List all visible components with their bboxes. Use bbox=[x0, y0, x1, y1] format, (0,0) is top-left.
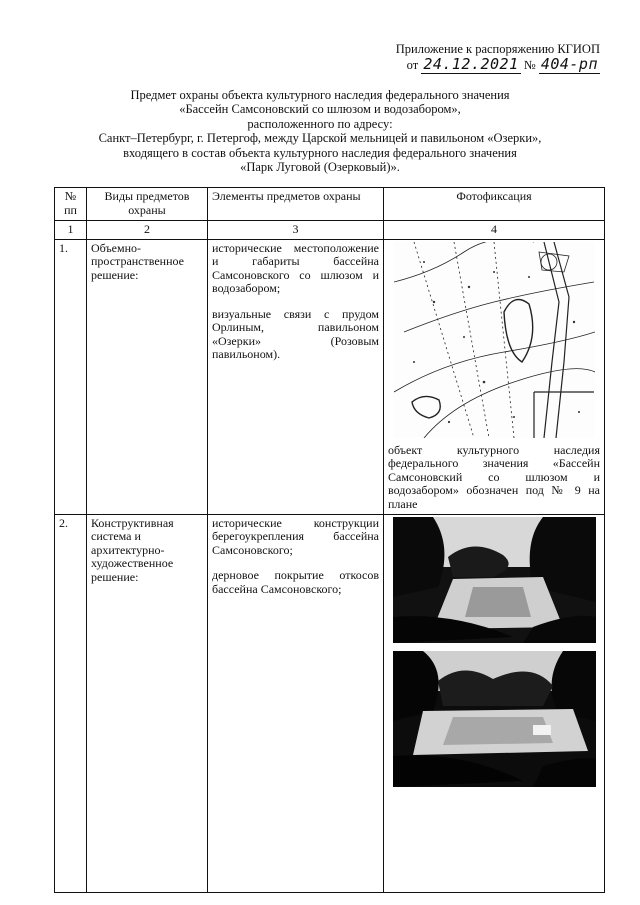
pond-photo-1 bbox=[393, 517, 596, 643]
element-text: визуальные связи с прудом Орлиным, павильоном «Озерки» (Розовым павильоном). bbox=[212, 306, 379, 361]
order-number: 404-рп bbox=[540, 55, 598, 73]
title-line: «Парк Луговой (Озерковый)». bbox=[240, 160, 400, 175]
number-label: № bbox=[523, 58, 536, 72]
row-photo-cell bbox=[384, 514, 605, 892]
row-number: 2. bbox=[55, 514, 87, 892]
row-elements bbox=[208, 239, 384, 514]
order-date: 24.12.2021 bbox=[423, 55, 519, 73]
col-num-4: 4 bbox=[384, 221, 605, 240]
pond-photo-2 bbox=[393, 651, 596, 787]
header-type: Виды предметов охраны bbox=[87, 188, 208, 221]
from-label: от bbox=[406, 58, 419, 72]
col-num-2: 2 bbox=[87, 221, 208, 240]
site-plan-image bbox=[394, 242, 595, 438]
row-type: Конструктивная система и архитектурно-художественное решение: bbox=[87, 514, 208, 892]
table-row bbox=[55, 239, 605, 514]
appendix-note bbox=[396, 42, 600, 73]
col-num-1: 1 bbox=[55, 221, 87, 240]
row-elements bbox=[208, 514, 384, 892]
column-number-row bbox=[55, 221, 605, 240]
title-line: входящего в состав объекта культурного наследия федерального значения bbox=[123, 145, 517, 160]
element-text: исторические местоположение и габариты бассейна Самсоновского со шлюзом и водозабором; bbox=[212, 240, 379, 295]
table-header-row bbox=[55, 188, 605, 221]
appendix-date-line bbox=[396, 57, 600, 73]
title-line: Предмет охраны объекта культурного наследия федерального значения bbox=[130, 88, 510, 102]
title-line: Санкт–Петербург, г. Петергоф, между Царской мельницей и павильоном «Озерки», bbox=[98, 131, 542, 146]
header-num: № пп bbox=[55, 188, 87, 221]
appendix-title: Приложение к распоряжению КГИОП bbox=[395, 42, 600, 56]
title-line: «Бассейн Самсоновский со шлюзом и водозабором», bbox=[179, 102, 461, 117]
table-row bbox=[55, 514, 605, 892]
element-text: исторические конструкции берегоукрепления бассейна Самсоновского; bbox=[212, 515, 379, 557]
element-text: дерновое покрытие откосов бассейна Самсоновского; bbox=[212, 568, 379, 596]
protection-table bbox=[54, 187, 605, 893]
document-title bbox=[60, 88, 580, 174]
row-photo-cell bbox=[384, 239, 605, 514]
plan-caption: объект культурного наследия федерального значения «Бассейн Самсоновский со шлюзом и водозабором» обозначен под № 9 на плане bbox=[388, 442, 600, 511]
title-line: расположенного по адресу: bbox=[247, 116, 393, 131]
row-number: 1. bbox=[55, 239, 87, 514]
header-elements: Элементы предметов охраны bbox=[208, 188, 384, 221]
row-type: Объемно-пространственное решение: bbox=[87, 239, 208, 514]
col-num-3: 3 bbox=[208, 221, 384, 240]
header-photo: Фотофиксация bbox=[384, 188, 605, 221]
